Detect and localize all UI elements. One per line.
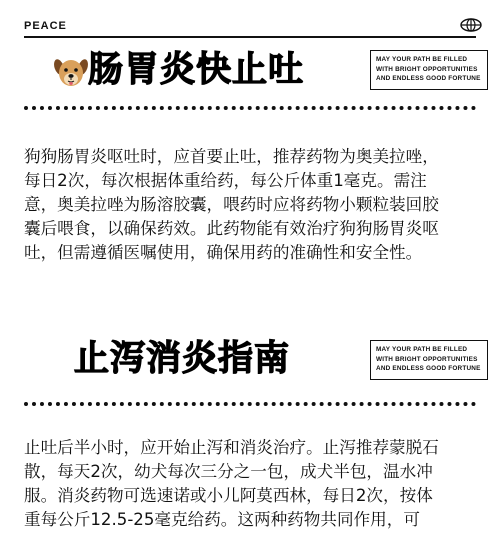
section-title-vomiting: 肠胃炎快止吐 — [88, 50, 305, 90]
body-paragraph-diarrhea — [24, 436, 476, 532]
section-divider — [24, 106, 476, 110]
tagline-line: AND ENDLESS GOOD FORTUNE — [376, 75, 481, 82]
globe-icon — [460, 18, 482, 32]
brand-label: PEACE — [24, 20, 67, 32]
tagline-line: MAY YOUR PATH BE FILLED — [376, 56, 468, 63]
paragraph-line: 意，奥美拉唑为肠溶胶囊，喂药时应将药物小颗粒装回胶 — [24, 195, 439, 214]
tagline-line: WITH BRIGHT OPPORTUNITIES — [376, 355, 478, 363]
tagline-line: WITH BRIGHT OPPORTUNITIES — [376, 65, 478, 73]
tagline-line: MAY YOUR PATH BE FILLED — [376, 346, 468, 353]
paragraph-line: 囊后喂食，以确保药效。此药物能有效治疗狗狗肠胃炎呕 — [24, 219, 439, 238]
tagline-line: AND ENDLESS GOOD FORTUNE — [376, 365, 481, 372]
paragraph-line: 吐，但需遵循医嘱使用，确保用药的准确性和安全性。 — [24, 243, 423, 262]
dog-face-icon — [54, 55, 88, 89]
tagline-box — [370, 50, 488, 90]
section-divider — [24, 402, 476, 406]
paragraph-line: 止吐后半小时，应开始止泻和消炎治疗。止泻推荐蒙脱石 — [24, 438, 439, 457]
tagline-box — [370, 340, 488, 380]
paragraph-line: 服。消炎药物可选速诺或小儿阿莫西林，每日2次，按体 — [24, 486, 433, 505]
paragraph-line: 散，每天2次，幼犬每次三分之一包，成犬半包，温水冲 — [24, 462, 433, 481]
paragraph-line: 重每公斤12.5-25毫克给药。这两种药物共同作用，可 — [24, 510, 420, 529]
paragraph-line: 每日2次，每次根据体重给药，每公斤体重1毫克。需注 — [24, 171, 427, 190]
top-divider — [24, 36, 476, 38]
body-paragraph-vomiting — [24, 145, 476, 265]
section-title-diarrhea: 止泻消炎指南 — [74, 339, 291, 379]
paragraph-line: 狗狗肠胃炎呕吐时，应首要止吐，推荐药物为奥美拉唑， — [24, 147, 439, 166]
